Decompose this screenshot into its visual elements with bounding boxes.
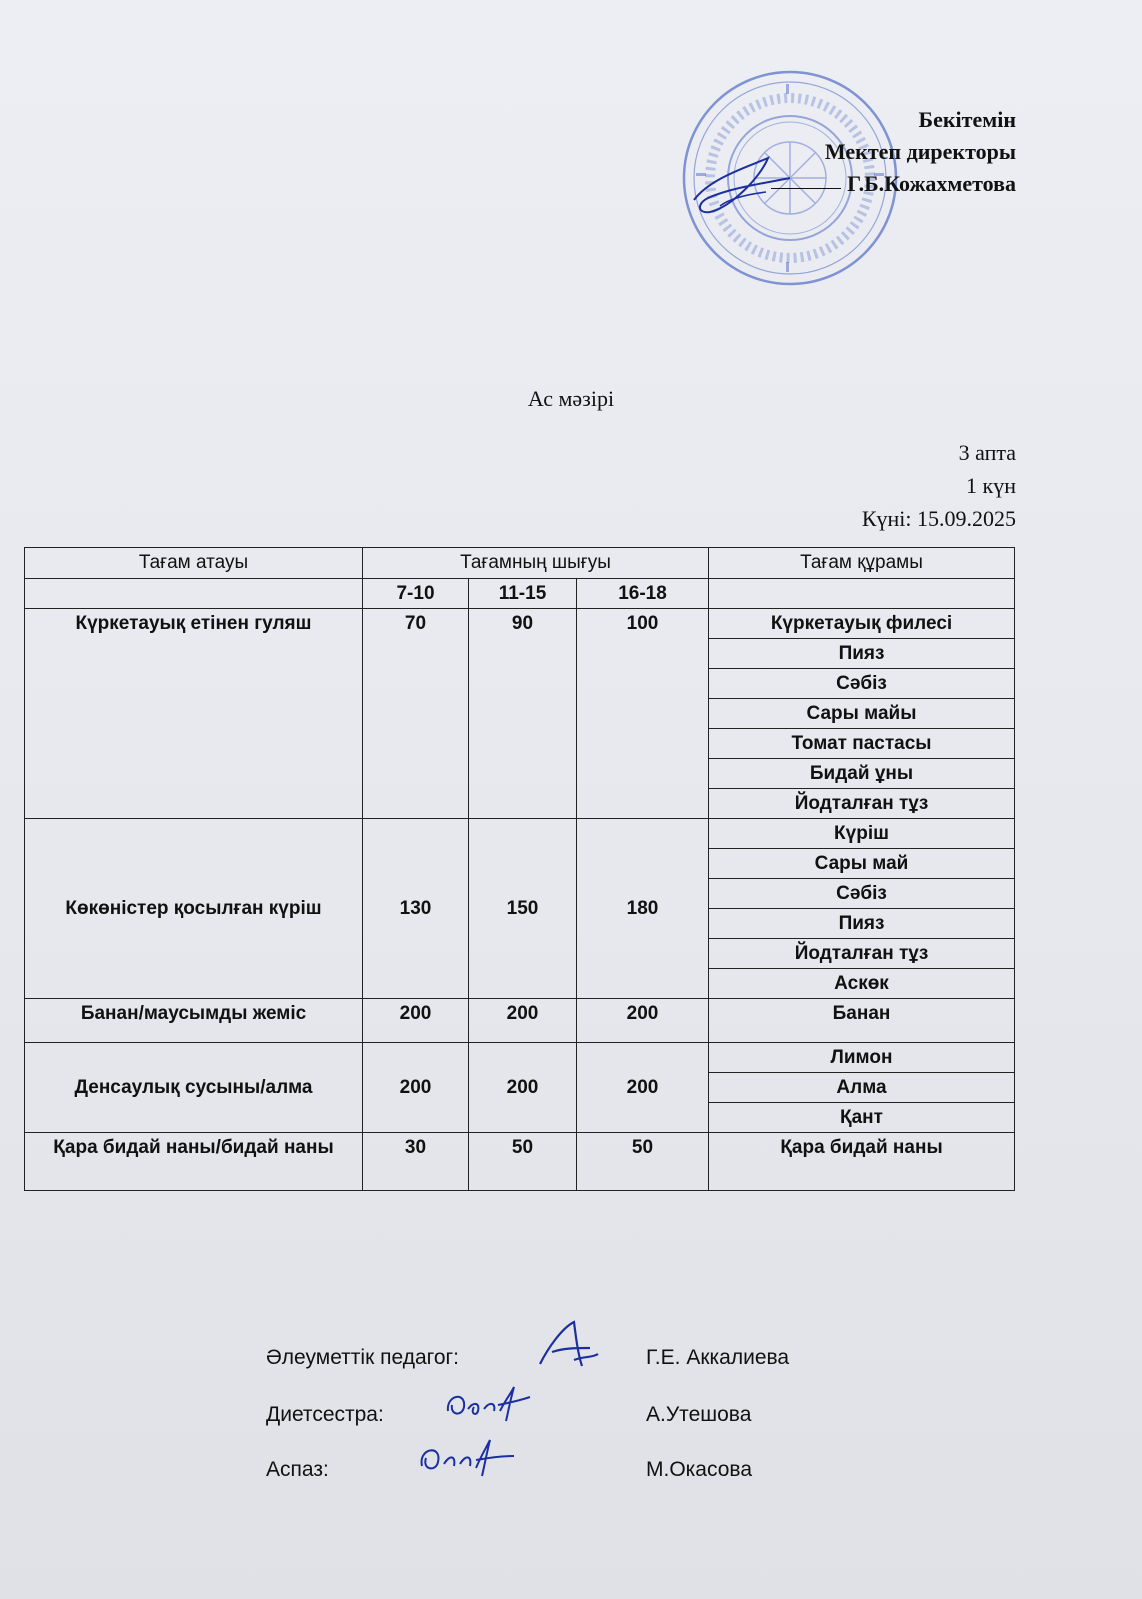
ingredient: Томат пастасы — [709, 729, 1015, 759]
dish-value: 30 — [363, 1133, 469, 1191]
table-subheader-row — [25, 579, 1015, 609]
dish-value: 130 — [363, 819, 469, 999]
dish-name: Қара бидай наны/бидай наны — [25, 1133, 363, 1191]
handwritten-signature — [416, 1434, 516, 1480]
approval-line3 — [771, 168, 1016, 200]
ingredient: Сары май — [709, 849, 1015, 879]
signature-name: М.Окасова — [646, 1458, 753, 1481]
dish-value: 70 — [363, 609, 469, 819]
dish-name: Күркетауық етінен гуляш — [25, 609, 363, 819]
dish-value: 200 — [363, 999, 469, 1043]
header-dish: Тағам атауы — [25, 548, 363, 579]
ingredient: Йодталған тұз — [709, 789, 1015, 819]
dish-name: Денсаулық сусыны/алма — [25, 1043, 363, 1133]
signature-role: Аспаз: — [266, 1458, 329, 1481]
dish-name: Көкөністер қосылған күріш — [25, 819, 363, 999]
ingredient: Күркетауық филесі — [709, 609, 1015, 639]
table-row — [25, 1043, 1015, 1073]
dish-value: 200 — [577, 999, 709, 1043]
menu-table — [24, 547, 1015, 1191]
dish-value: 200 — [469, 1043, 577, 1133]
subheader-empty — [709, 579, 1015, 609]
signature-role: Әлеуметтік педагог: — [266, 1346, 459, 1369]
ingredient: Пияз — [709, 909, 1015, 939]
approval-line2: Мектеп директоры — [824, 139, 1016, 164]
signature-line — [771, 188, 841, 189]
table-row — [25, 609, 1015, 639]
ingredient: Пияз — [709, 639, 1015, 669]
ingredient: Қара бидай наны — [709, 1133, 1015, 1191]
header-age-7-10: 7-10 — [363, 579, 469, 609]
menu-meta — [862, 436, 1016, 535]
ingredient: Сәбіз — [709, 879, 1015, 909]
dish-value: 200 — [469, 999, 577, 1043]
signature-role: Диетсестра: — [266, 1403, 384, 1426]
signature-name: А.Утешова — [646, 1403, 752, 1426]
header-output: Тағамның шығуы — [363, 548, 709, 579]
dish-value: 100 — [577, 609, 709, 819]
handwritten-signature — [534, 1318, 604, 1374]
ingredient: Күріш — [709, 819, 1015, 849]
ingredient: Йодталған тұз — [709, 939, 1015, 969]
ingredient: Лимон — [709, 1043, 1015, 1073]
date-label: Күні: 15.09.2025 — [861, 506, 1016, 531]
dish-value: 200 — [577, 1043, 709, 1133]
director-name: Г.Б.Кожахметова — [847, 171, 1016, 196]
ingredient: Қант — [709, 1103, 1015, 1133]
header-age-11-15: 11-15 — [469, 579, 577, 609]
dish-value: 50 — [469, 1133, 577, 1191]
ingredient: Сәбіз — [709, 669, 1015, 699]
day-label: 1 күн — [966, 473, 1016, 498]
handwritten-signature — [444, 1381, 534, 1425]
table-row — [25, 1133, 1015, 1191]
table-header-row — [25, 548, 1015, 579]
table-row — [25, 819, 1015, 849]
dish-value: 150 — [469, 819, 577, 999]
approval-block — [771, 104, 1016, 200]
ingredient: Бидай ұны — [709, 759, 1015, 789]
signature-name: Г.Е. Аккалиева — [646, 1346, 790, 1369]
dish-value: 200 — [363, 1043, 469, 1133]
dish-name: Банан/маусымды жеміс — [25, 999, 363, 1043]
ingredient: Аскөк — [709, 969, 1015, 999]
week-label: 3 апта — [958, 440, 1016, 465]
subheader-empty — [25, 579, 363, 609]
dish-value: 180 — [577, 819, 709, 999]
ingredient: Алма — [709, 1073, 1015, 1103]
ingredient: Банан — [709, 999, 1015, 1043]
header-age-16-18: 16-18 — [577, 579, 709, 609]
ingredient: Сары майы — [709, 699, 1015, 729]
header-composition: Тағам құрамы — [709, 548, 1015, 579]
dish-value: 50 — [577, 1133, 709, 1191]
page-title: Ас мәзірі — [527, 386, 615, 411]
table-row — [25, 999, 1015, 1043]
approval-line1: Бекітемін — [918, 107, 1016, 132]
dish-value: 90 — [469, 609, 577, 819]
